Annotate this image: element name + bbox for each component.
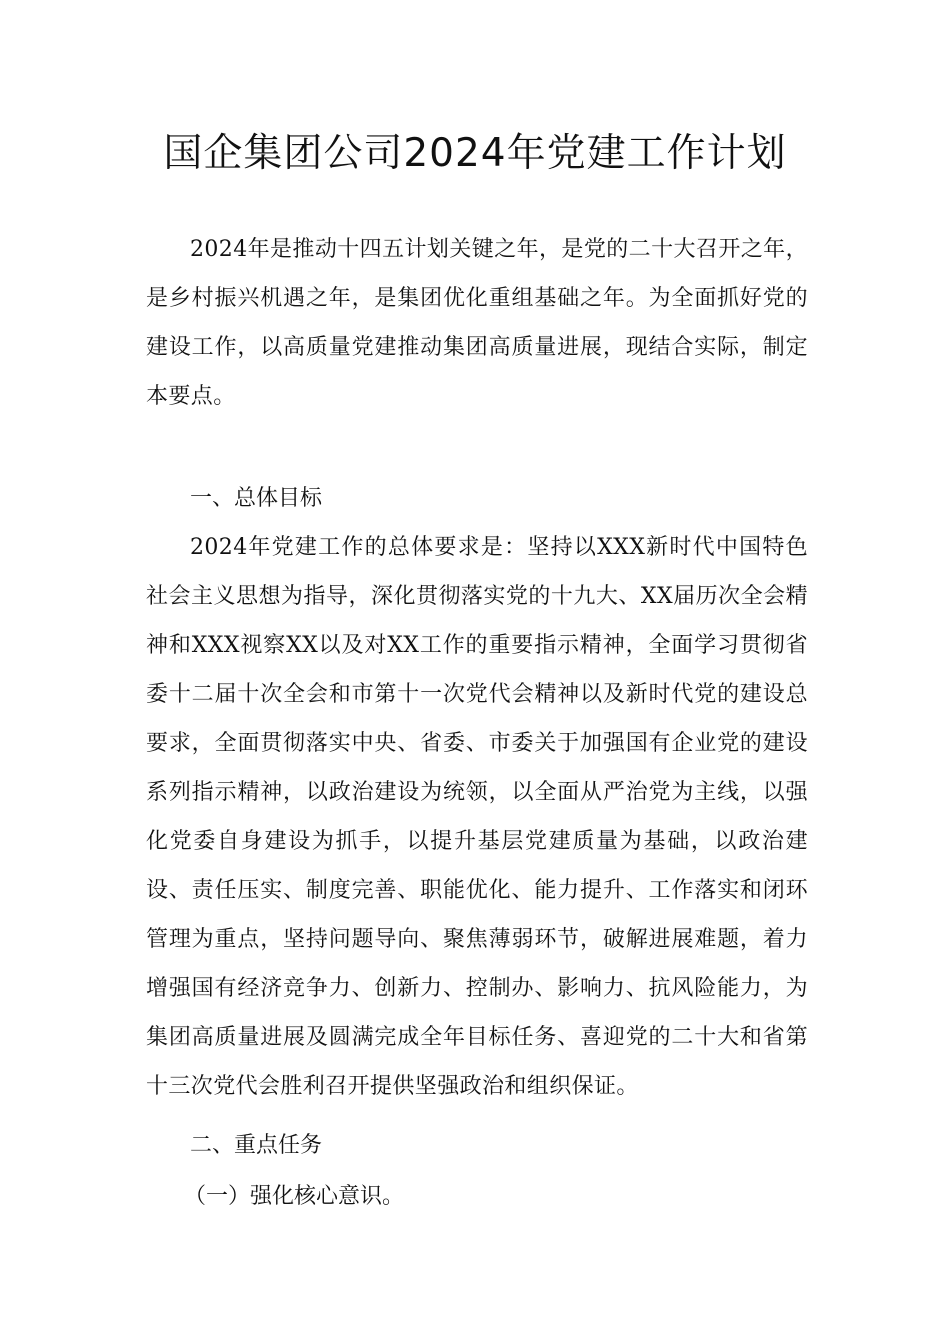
intro-paragraph: 2024年是推动十四五计划关键之年，是党的二十大召开之年，是乡村振兴机遇之年，是集团优化重组基础之年。为全面抓好党的建设工作，以高质量党建推动集团高质量进展，现结合实际，制定本要点。	[146, 237, 808, 409]
document-title: 国企集团公司2024年党建工作计划	[163, 131, 787, 176]
section-heading-key-tasks: 二、重点任务	[190, 1133, 323, 1158]
overall-goals-paragraph: 2024年党建工作的总体要求是：坚持以XXX新时代中国特色社会主义思想为指导，深化贯彻落实党的十九大、XX届历次全会精神和XXX视察XX以及对XX工作的重要指示精神，全面学习贯彻省委十二届十次全会和市第十一次党代会精神以及新时代党的建设总要求，全面贯彻落实中央、省委、市委关于加强国有企业党的建设系列指示精神，以政治建设为统领，以全面从严治党为主线，以强化党委自身建设为抓手，以提升基层党建质量为基础，以政治建设、责任压实、制度完善、职能优化、能力提升、工作落实和闭环管理为重点，坚持问题导向、聚焦薄弱环节，破解进展难题，着力增强国有经济竞争力、创新力、控制办、影响力、抗风险能力，为集团高质量进展及圆满完成全年目标任务、喜迎党的二十大和省第十三次党代会胜利召开提供坚强政治和组织保证。	[146, 535, 808, 1099]
subsection-heading-core-awareness: （一）强化核心意识。	[184, 1184, 405, 1209]
section-heading-overall-goals: 一、总体目标	[190, 486, 323, 511]
